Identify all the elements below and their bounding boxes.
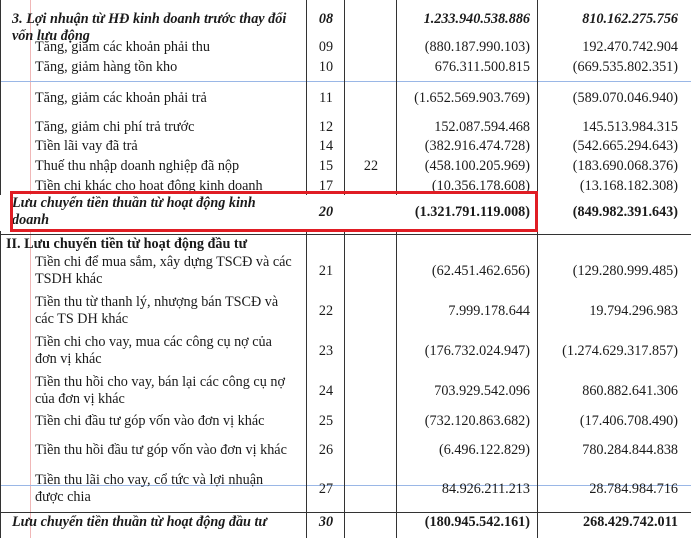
- previous-year-value: 780.284.844.838: [582, 442, 678, 458]
- column-divider: [306, 0, 307, 538]
- previous-year-value: (1.274.629.317.857): [562, 343, 678, 359]
- row-label: Tiền chi khác cho hoạt động kinh doanh: [35, 178, 263, 194]
- row-label-line1: Tiền thu hồi cho vay, bán lại các công cụ nợ: [35, 374, 285, 390]
- row-divider: [0, 512, 691, 513]
- row-label: [35, 334, 305, 368]
- row-label-line1: Tiền thu lãi cho vay, cổ tức và lợi nhuận: [35, 472, 264, 488]
- column-divider: [537, 0, 538, 538]
- previous-year-value: 192.470.742.904: [582, 39, 678, 55]
- row-label: [35, 294, 305, 328]
- previous-year-value: (849.982.391.643): [572, 204, 678, 220]
- previous-year-value: 860.882.641.306: [582, 383, 678, 399]
- current-year-value: (6.496.122.829): [438, 442, 530, 458]
- row-code: 30: [318, 514, 334, 530]
- previous-year-value: 19.794.296.983: [589, 303, 678, 319]
- row-label: [35, 472, 305, 506]
- row-label-line2: được chia: [35, 489, 91, 505]
- row-code: 26: [318, 442, 334, 458]
- current-year-value: 7.999.178.644: [448, 303, 530, 319]
- current-year-value: (180.945.542.161): [424, 514, 530, 530]
- row-code: 21: [318, 263, 334, 279]
- row-label-line2: các TS DH khác: [35, 311, 129, 327]
- row-label: Lưu chuyển tiền thuần từ hoạt động đầu tư: [12, 514, 267, 530]
- row-label-line2: đơn vị khác: [35, 351, 102, 367]
- row-label: Tăng, giảm chi phí trả trước: [35, 119, 195, 135]
- row-code: 20: [318, 204, 334, 220]
- row-code: 09: [318, 39, 334, 55]
- current-year-value: 152.087.594.468: [434, 119, 530, 135]
- row-label-line1: 3. Lợi nhuận từ HĐ kinh doanh trước thay đổi: [12, 11, 287, 27]
- row-label: Tăng, giảm hàng tồn kho: [35, 59, 178, 75]
- previous-year-value: 810.162.275.756: [582, 11, 678, 27]
- column-divider: [344, 0, 345, 538]
- current-year-value: (382.916.474.728): [424, 138, 530, 154]
- table-border-left: [0, 0, 1, 538]
- current-year-value: 703.929.542.096: [434, 383, 530, 399]
- row-code: 23: [318, 343, 334, 359]
- previous-year-value: (183.690.068.376): [572, 158, 678, 174]
- previous-year-value: 28.784.984.716: [589, 481, 678, 497]
- row-code: 08: [318, 11, 334, 27]
- row-label-line2: TSDH khác: [35, 271, 103, 287]
- row-code: 27: [318, 481, 334, 497]
- red-highlight-box: [10, 191, 538, 232]
- row-label-line2: vốn lưu động: [12, 28, 90, 44]
- row-label-line1: Tiền chi để mua sắm, xây dựng TSCĐ và các: [35, 254, 292, 270]
- current-year-value: 1.233.940.538.886: [423, 11, 530, 27]
- previous-year-value: 268.429.742.011: [583, 514, 678, 530]
- row-code: 11: [319, 90, 333, 106]
- row-label-line1: Lưu chuyển tiền thuần từ hoạt động kinh: [12, 195, 256, 211]
- row-code: 10: [318, 59, 334, 75]
- row-label: Tiền lãi vay đã trả: [35, 138, 138, 154]
- row-label: Tăng, giảm các khoản phải thu: [35, 39, 210, 55]
- current-year-value: 676.311.500.815: [434, 59, 530, 75]
- current-year-value: (176.732.024.947): [424, 343, 530, 359]
- row-code: 15: [318, 158, 334, 174]
- column-divider: [396, 0, 397, 538]
- current-year-value: (732.120.863.682): [424, 413, 530, 429]
- row-code: 14: [318, 138, 334, 154]
- previous-year-value: (17.406.708.490): [579, 413, 678, 429]
- row-note: 22: [363, 158, 379, 174]
- current-year-value: 84.926.211.213: [441, 481, 530, 497]
- row-code: 22: [318, 303, 334, 319]
- current-year-value: (62.451.462.656): [431, 263, 530, 279]
- previous-year-value: (589.070.046.940): [572, 90, 678, 106]
- row-label: Tiền thu hồi đầu tư góp vốn vào đơn vị khác: [35, 442, 287, 458]
- row-label-line1: Tiền thu từ thanh lý, nhượng bán TSCĐ và: [35, 294, 279, 310]
- previous-year-value: 145.513.984.315: [582, 119, 678, 135]
- previous-year-value: (13.168.182.308): [579, 178, 678, 194]
- previous-year-value: (669.535.802.351): [572, 59, 678, 75]
- section-title: II. Lưu chuyển tiền từ hoạt động đầu tư: [6, 236, 248, 252]
- current-year-value: (880.187.990.103): [424, 39, 530, 55]
- row-label: [35, 254, 305, 288]
- previous-year-value: (542.665.294.643): [572, 138, 678, 154]
- row-label-line1: Tiền chi cho vay, mua các công cụ nợ của: [35, 334, 272, 350]
- row-label: Thuế thu nhập doanh nghiệp đã nộp: [35, 158, 240, 174]
- row-label-line2: doanh: [12, 212, 50, 228]
- previous-year-value: (129.280.999.485): [572, 263, 678, 279]
- current-year-value: (1.321.791.119.008): [414, 204, 530, 220]
- row-label: [35, 374, 305, 408]
- row-code: 12: [318, 119, 334, 135]
- guide-line: [0, 81, 691, 82]
- row-code: 17: [318, 178, 334, 194]
- row-label: Tăng, giảm các khoản phải trả: [35, 90, 207, 106]
- current-year-value: (458.100.205.969): [424, 158, 530, 174]
- row-label: Tiền chi đầu tư góp vốn vào đơn vị khác: [35, 413, 265, 429]
- current-year-value: (1.652.569.903.769): [414, 90, 530, 106]
- current-year-value: (10.356.178.608): [431, 178, 530, 194]
- row-divider: [0, 234, 691, 235]
- row-code: 25: [318, 413, 334, 429]
- row-code: 24: [318, 383, 334, 399]
- row-label-line2: của đơn vị khác: [35, 391, 125, 407]
